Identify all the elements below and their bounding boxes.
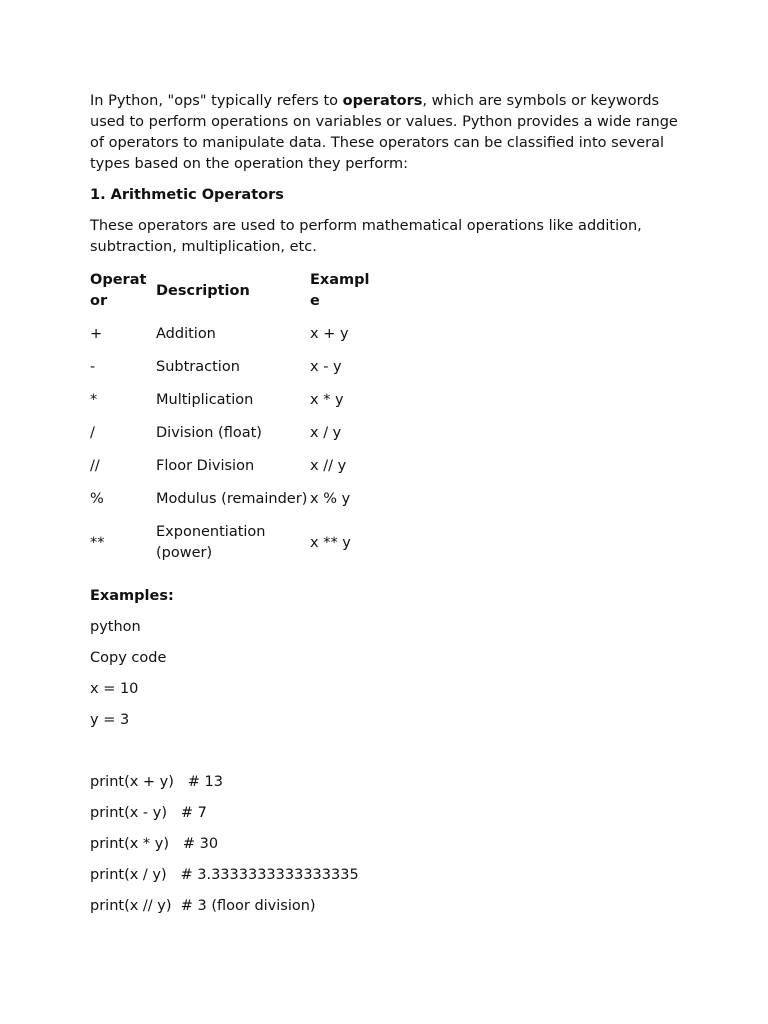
header-example: Example <box>310 272 370 309</box>
cell-operator: + <box>90 326 103 342</box>
intro-bold-term: operators <box>342 93 423 109</box>
cell-description: Modulus (remainder) <box>156 491 308 507</box>
code-language-label: python <box>90 619 141 635</box>
section-heading: 1. Arithmetic Operators <box>90 187 284 203</box>
operators-table <box>90 270 374 576</box>
code-line: y = 3 <box>90 712 130 728</box>
copy-code-button[interactable]: Copy code <box>90 650 167 666</box>
cell-example: x % y <box>310 491 351 507</box>
table-row <box>90 324 374 357</box>
code-line-blank <box>90 741 680 762</box>
cell-description: Multiplication <box>156 392 254 408</box>
table-row <box>90 357 374 390</box>
cell-operator: ** <box>90 534 105 551</box>
examples-heading: Examples: <box>90 588 174 604</box>
cell-operator: % <box>90 491 104 507</box>
cell-example: x * y <box>310 392 344 408</box>
cell-example: x ** y <box>310 534 351 551</box>
table-row <box>90 423 374 456</box>
cell-example: x // y <box>310 458 347 474</box>
cell-description: Floor Division <box>156 458 255 474</box>
cell-description: Subtraction <box>156 359 240 375</box>
header-description: Description <box>156 282 250 299</box>
cell-description: Addition <box>156 326 216 342</box>
cell-example: x - y <box>310 359 342 375</box>
document-content <box>90 91 680 927</box>
cell-example: x / y <box>310 425 342 441</box>
intro-paragraph <box>90 91 680 175</box>
cell-operator: // <box>90 458 100 474</box>
code-line: print(x * y) # 30 <box>90 836 219 852</box>
section-description: These operators are used to perform mathematical operations like addition, subtraction, multiplication, etc. <box>90 218 642 255</box>
code-block <box>90 679 680 917</box>
intro-text-before: In Python, "ops" typically refers to <box>90 93 343 109</box>
header-operator: Operator <box>90 272 147 309</box>
code-line: x = 10 <box>90 681 139 697</box>
code-line: print(x / y) # 3.3333333333333335 <box>90 867 359 883</box>
code-line: print(x // y) # 3 (floor division) <box>90 898 316 914</box>
cell-description: Division (float) <box>156 425 262 441</box>
cell-description: Exponentiation (power) <box>156 524 266 561</box>
table-row <box>90 489 374 522</box>
table-row <box>90 390 374 423</box>
table-row <box>90 522 374 576</box>
cell-example: x + y <box>310 326 349 342</box>
table-header-row <box>90 270 374 324</box>
cell-operator: - <box>90 359 96 375</box>
cell-operator: * <box>90 392 98 408</box>
table-row <box>90 456 374 489</box>
intro-text-after: , which are symbols or keywords used to perform operations on variables or values. Python provides a wide range of operators to manipulate data. These operators can be classified into several types based on the operation they perform: <box>90 93 678 172</box>
code-line: print(x + y) # 13 <box>90 774 223 790</box>
code-line: print(x - y) # 7 <box>90 805 207 821</box>
cell-operator: / <box>90 425 95 441</box>
